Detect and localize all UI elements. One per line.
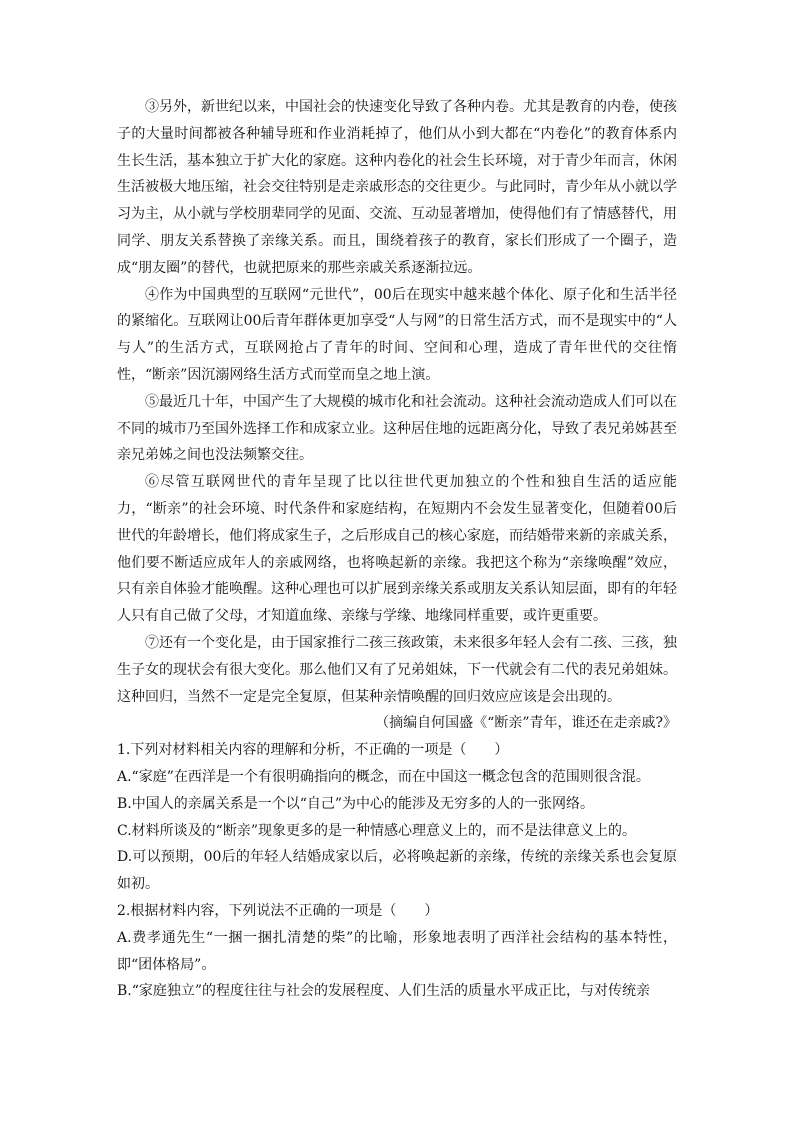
question-1 xyxy=(117,737,677,898)
option-d: D.可以预期，00后的年轻人结婚成家以后，必将唤起新的亲缘，传统的亲缘关系也会复原如初。 xyxy=(117,849,677,893)
source-citation: （摘编自何国盛《“断亲”青年，谁还在走亲戚?》 xyxy=(375,715,677,732)
paragraph-5: ⑤最近几十年，中国产生了大规模的城市化和社会流动。这种社会流动造成人们可以在不同的城市乃至国外选择工作和成家立业。这种居住地的远距离分化，导致了表兄弟姊甚至亲兄弟姊之间也没法频繁交往。 xyxy=(117,393,677,464)
paragraph-6: ⑥尽管互联网世代的青年呈现了比以往世代更加独立的个性和独自生活的适应能力，“断亲”的社会环境、时代条件和家庭结构，在短期内不会发生显著变化，但随着00后世代的年龄增长，他们将成家生子，之后形成自己的核心家庭，而结婚带来新的亲戚关系，他们要不断适应成年人的亲戚网络，也将唤起新的亲缘。我把这个称为“亲缘唤醒”效应，只有亲自体验才能唤醒。这种心理也可以扩展到亲缘关系或朋友关系认知层面，即有的年轻人只有自己做了父母，才知道血缘、亲缘与学缘、地缘同样重要，或许更重要。 xyxy=(117,474,677,625)
option-b: B.中国人的亲属关系是一个以“自己”为中心的能涉及无穷多的人的一张网络。 xyxy=(117,795,595,812)
option-c: C.材料所谈及的“断亲”现象更多的是一种情感心理意义上的，而不是法律意义上的。 xyxy=(117,822,636,839)
option-a: A.费孝通先生“一捆一捆扎清楚的柴”的比喻，形象地表明了西洋社会结构的基本特性，即“团体格局”。 xyxy=(117,929,677,973)
paragraph-4: ④作为中国典型的互联网“元世代”，00后在现实中越来越个体化、原子化和生活半径的紧缩化。互联网让00后青年群体更加享受“人与网”的日常生活方式，而不是现实中的“人与人”的生活方式，互联网抢占了青年的时间、空间和心理，造成了青年世代的交往惰性，“断亲”因沉溺网络生活方式而堂而皇之地上演。 xyxy=(117,286,677,383)
document-page xyxy=(117,94,677,1005)
option-a: A.“家庭”在西洋是一个有很明确指向的概念，而在中国这一概念包含的范围则很含混。 xyxy=(117,768,650,785)
paragraph-7: ⑦还有一个变化是，由于国家推行二孩三孩政策，未来很多年轻人会有二孩、三孩，独生子女的现状会有很大变化。那么他们又有了兄弟姐妹，下一代就会有二代的表兄弟姐妹。这种回归，当然不一定是完全复原，但某种亲情唤醒的回归效应应该是会出现的。 xyxy=(117,634,677,705)
option-b: B.“家庭独立”的程度往往与社会的发展程度、人们生活的质量水平成正比，与对传统亲 xyxy=(117,983,651,1000)
question-stem: 1.下列对材料相关内容的理解和分析，不正确的一项是（ ） xyxy=(117,742,509,759)
question-2 xyxy=(117,898,677,1005)
paragraph-3: ③另外，新世纪以来，中国社会的快速变化导致了各种内卷。尤其是教育的内卷，使孩子的大量时间都被各种辅导班和作业消耗掉了，他们从小到大都在“内卷化”的教育体系内生长生活，基本独立于扩大化的家庭。这种内卷化的社会生长环境，对于青少年而言，休闲生活被极大地压缩，社会交往特别是走亲戚形态的交往更少。与此同时，青少年从小就以学习为主，从小就与学校朋辈同学的见面、交流、互动显著增加，使得他们有了情感替代，用同学、朋友关系替换了亲缘关系。而且，围绕着孩子的教育，家长们形成了一个圈子，造成“朋友圈”的替代，也就把原来的那些亲戚关系逐渐拉远。 xyxy=(117,99,677,276)
question-stem: 2.根据材料内容，下列说法不正确的一项是（ ） xyxy=(117,902,439,919)
